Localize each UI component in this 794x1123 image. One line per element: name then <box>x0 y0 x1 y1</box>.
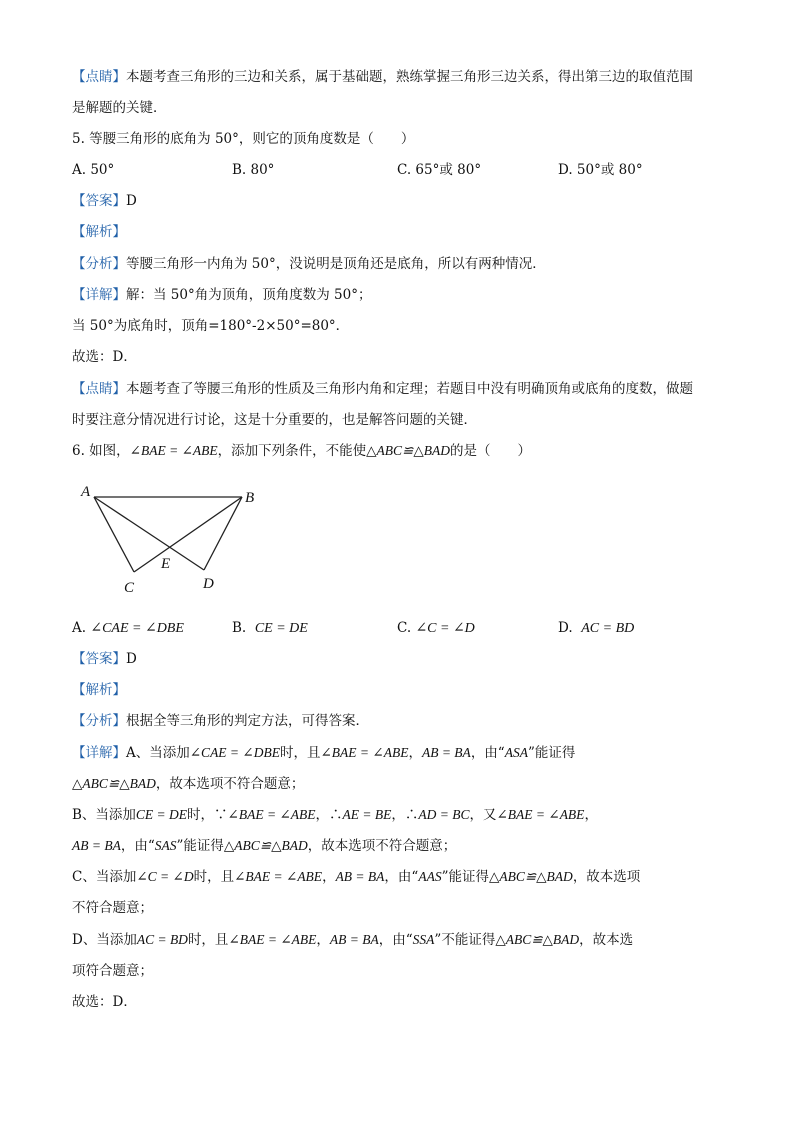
q5-option-a: A. 50° <box>72 162 115 178</box>
q6-option-a: A. ∠CAE = ∠DBE <box>72 620 184 636</box>
q6-conclusion: 故选：D． <box>72 994 137 1010</box>
label-a: A <box>81 484 91 500</box>
q6-option-b: B. CE = DE <box>232 620 308 636</box>
q5-option-c: C. 65°或 80° <box>397 162 482 178</box>
q6-option-c: C. ∠C = ∠D <box>397 620 475 636</box>
q5-option-d: D. 50°或 80° <box>558 162 643 178</box>
q6-option-d: D. AC = BD <box>558 620 635 636</box>
label-b: B <box>245 490 255 506</box>
q6-detail-d2: 项符合题意； <box>72 963 153 979</box>
q6-stem: 6. 如图，∠BAE = ∠ABE，添加下列条件，不能使△ABC≌△BAD的是（ ） <box>72 443 531 459</box>
q5-option-b: B. 80° <box>232 162 275 178</box>
q5-analysis-tag: 【解析】 <box>72 224 126 240</box>
q4-review-line2: 是解题的关键． <box>72 100 167 116</box>
q4-review-line1: 【点睛】本题考查三角形的三边和关系，属于基础题，熟练掌握三角形三边关系，得出第三边的取值范围 <box>72 69 693 85</box>
q5-conclusion: 故选：D． <box>72 349 137 365</box>
triangle-figure <box>76 478 276 608</box>
q5-review-2: 时要注意分情况进行讨论，这是十分重要的，也是解答问题的关键． <box>72 412 477 428</box>
label-d: D <box>203 576 214 592</box>
q6-detail-a1: 【详解】A、当添加∠CAE = ∠DBE时，且∠BAE = ∠ABE，AB = BA，由“ASA”能证得 <box>72 745 576 761</box>
q6-detail-d1: D、当添加AC = BD时，且∠BAE = ∠ABE，AB = BA，由“SSA”不能证得△ABC≌△BAD，故本选 <box>72 932 634 948</box>
q6-detail-b1: B、当添加CE = DE时，∵∠BAE = ∠ABE，∴AE = BE，∴AD = BC，又∠BAE = ∠ABE， <box>72 807 598 823</box>
q6-fenxi: 【分析】根据全等三角形的判定方法，可得答案． <box>72 713 369 729</box>
segment-ad <box>94 497 204 570</box>
q5-xiangjie-1: 【详解】解：当 50°角为顶角，顶角度数为 50°； <box>72 287 372 303</box>
q5-xiangjie-2: 当 50°为底角时，顶角=180°-2×50°=80°． <box>72 318 350 334</box>
q5-review-1: 【点睛】本题考查了等腰三角形的性质及三角形内角和定理；若题目中没有明确顶角或底角的度数，做题 <box>72 381 693 397</box>
answer-tag: 【答案】 <box>72 193 126 209</box>
label-c: C <box>124 580 135 596</box>
q6-analysis-tag: 【解析】 <box>72 682 126 698</box>
q6-detail-a2: △ABC≌△BAD，故本选项不符合题意； <box>72 776 305 792</box>
label-e: E <box>161 556 171 572</box>
q5-stem: 5. 等腰三角形的底角为 50°，则它的顶角度数是（ ） <box>72 131 415 147</box>
q6-answer: 【答案】D <box>72 651 137 667</box>
q6-detail-c1: C、当添加∠C = ∠D时，且∠BAE = ∠ABE，AB = BA，由“AAS”能证得△ABC≌△BAD，故本选项 <box>72 869 641 885</box>
segment-ac <box>94 497 134 572</box>
q6-detail-c2: 不符合题意； <box>72 900 153 916</box>
segment-bd <box>204 497 242 570</box>
q5-answer: 【答案】D <box>72 193 137 209</box>
q6-detail-b2: AB = BA，由“SAS”能证得△ABC≌△BAD，故本选项不符合题意； <box>72 838 457 854</box>
review-tag: 【点睛】 <box>72 69 126 85</box>
q5-fenxi: 【分析】等腰三角形一内角为 50°，没说明是顶角还是底角，所以有两种情况． <box>72 256 546 272</box>
